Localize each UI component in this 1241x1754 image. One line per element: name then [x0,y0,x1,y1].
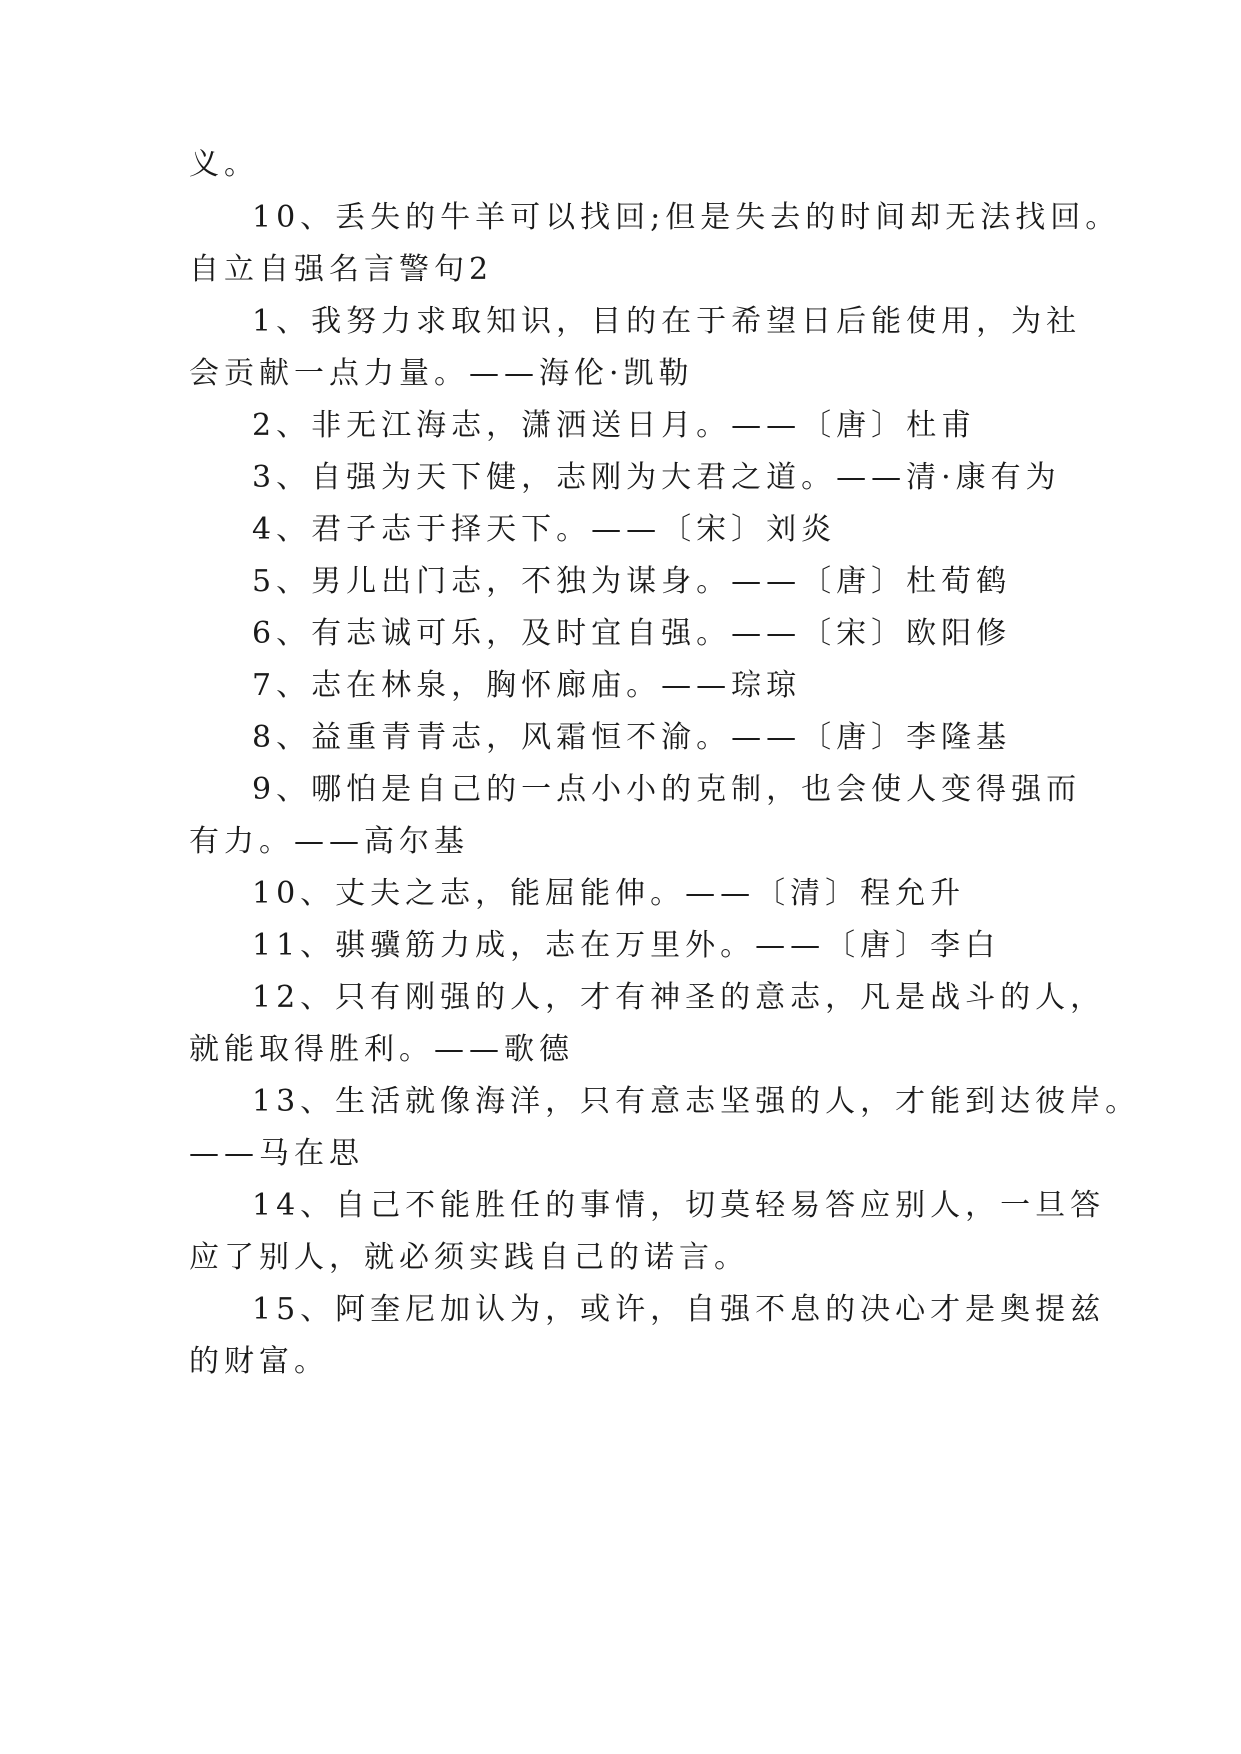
text-line: 5、男儿出门志，不独为谋身。——〔唐〕杜荀鹤 [252,564,1012,599]
text-line: 就能取得胜利。——歌德 [189,1032,574,1067]
text-line: 会贡献一点力量。——海伦·凯勒 [189,356,694,391]
text-line: 12、只有刚强的人，才有神圣的意志，凡是战斗的人， [252,980,1106,1015]
text-line: 9、哪怕是自己的一点小小的克制，也会使人变得强而 [252,772,1082,807]
text-line: 的财富。 [189,1344,329,1379]
text-line: 6、有志诚可乐，及时宜自强。——〔宋〕欧阳修 [252,616,1012,651]
text-line: 10、丢失的牛羊可以找回;但是失去的时间却无法找回。 [252,200,1121,235]
text-line: 13、生活就像海洋，只有意志坚强的人，才能到达彼岸。 [252,1084,1141,1119]
text-line: 2、非无江海志，潇洒送日月。——〔唐〕杜甫 [252,408,977,443]
text-line: 有力。——高尔基 [189,824,469,859]
text-line: 10、丈夫之志，能屈能伸。——〔清〕程允升 [252,876,966,911]
text-line: 7、志在林泉，胸怀廊庙。——琮琼 [252,668,802,703]
text-line: 8、益重青青志，风霜恒不渝。——〔唐〕李隆基 [252,720,1012,755]
text-line: 11、骐骥筋力成，志在万里外。——〔唐〕李白 [252,928,1001,963]
text-line: 3、自强为天下健，志刚为大君之道。——清·康有为 [252,460,1061,495]
text-line: 15、阿奎尼加认为，或许，自强不息的决心才是奥提兹 [252,1292,1106,1327]
text-line: 1、我努力求取知识，目的在于希望日后能使用，为社 [252,304,1082,339]
text-line: ——马在思 [189,1136,364,1171]
section-heading: 自立自强名言警句2 [189,252,494,287]
text-line: 14、自己不能胜任的事情，切莫轻易答应别人，一旦答 [252,1188,1106,1223]
text-line: 应了别人，就必须实践自己的诺言。 [189,1240,749,1275]
text-line: 义。 [189,147,259,182]
text-line: 4、君子志于择天下。——〔宋〕刘炎 [252,512,837,547]
